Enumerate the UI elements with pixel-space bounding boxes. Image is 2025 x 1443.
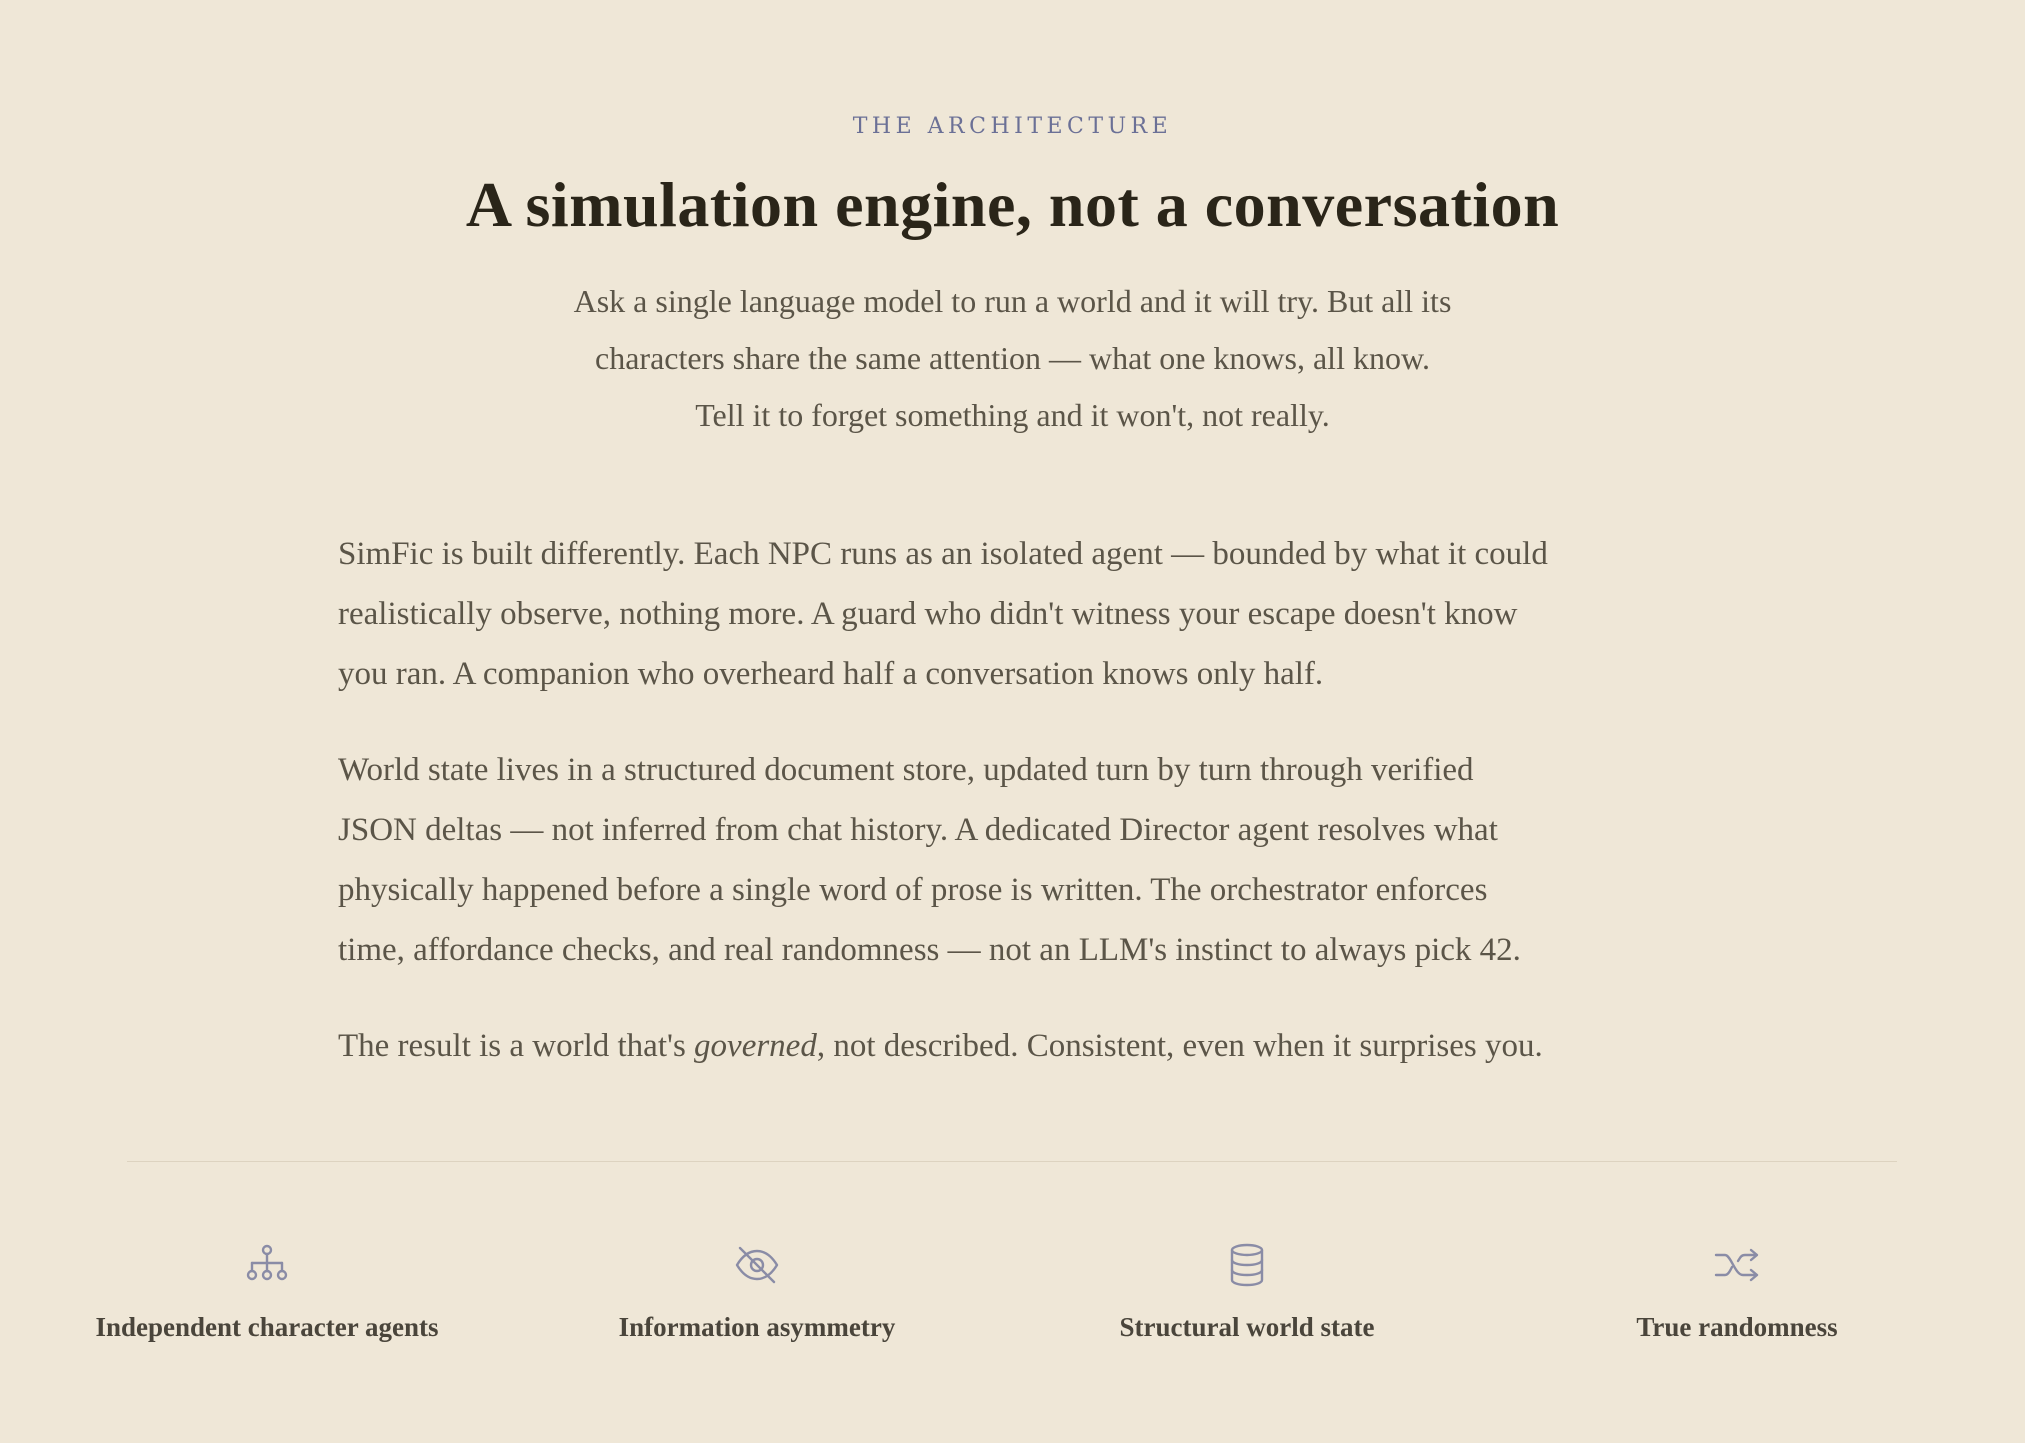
subtitle-line: Tell it to forget something and it won't, not really.	[695, 397, 1330, 433]
feature-label: Information asymmetry	[618, 1312, 896, 1342]
feature-true-randomness	[1537, 1240, 1937, 1343]
section-divider	[127, 1161, 1897, 1162]
body-line	[338, 1016, 1698, 1076]
database-icon	[1222, 1240, 1272, 1290]
shuffle-icon	[1712, 1240, 1762, 1290]
body-line: time, affordance checks, and real randomness — not an LLM's instinct to always pick 42.	[338, 932, 1521, 968]
section-subtitle	[0, 273, 2025, 444]
subtitle-line: Ask a single language model to run a world and it will try. But all its	[573, 283, 1452, 319]
body-line: realistically observe, nothing more. A guard who didn't witness your escape doesn't know	[338, 596, 1518, 632]
result-emphasis: governed	[694, 1028, 817, 1064]
section-eyebrow: THE ARCHITECTURE	[852, 114, 1173, 139]
feature-label: True randomness	[1636, 1312, 1838, 1342]
result-text-after: , not described. Consistent, even when it surprises you.	[816, 1028, 1543, 1064]
eye-off-icon	[732, 1240, 782, 1290]
body-line: World state lives in a structured document store, updated turn by turn through verified	[338, 752, 1474, 788]
feature-label: Independent character agents	[95, 1312, 439, 1342]
feature-label: Structural world state	[1119, 1312, 1375, 1342]
body-line: JSON deltas — not inferred from chat history. A dedicated Director agent resolves what	[338, 812, 1498, 848]
body-line: physically happened before a single word of prose is written. The orchestrator enforces	[338, 872, 1488, 908]
feature-information-asymmetry	[557, 1240, 957, 1343]
result-text-before: The result is a world that's	[338, 1028, 695, 1064]
body-line: SimFic is built differently. Each NPC runs as an isolated agent — bounded by what it could	[338, 536, 1548, 572]
feature-structural-world-state	[1047, 1240, 1447, 1343]
feature-independent-agents	[67, 1240, 467, 1343]
subtitle-line: characters share the same attention — what one knows, all know.	[595, 340, 1430, 376]
body-paragraph-agents	[338, 524, 1698, 704]
body-paragraph-world-state	[338, 740, 1698, 980]
hierarchy-icon	[242, 1240, 292, 1290]
body-paragraph-result	[338, 1016, 1698, 1076]
feature-list	[95, 1240, 1897, 1343]
section-title: A simulation engine, not a conversation	[465, 169, 1560, 240]
body-text	[338, 524, 1698, 1112]
body-line: you ran. A companion who overheard half a conversation knows only half.	[338, 656, 1324, 692]
